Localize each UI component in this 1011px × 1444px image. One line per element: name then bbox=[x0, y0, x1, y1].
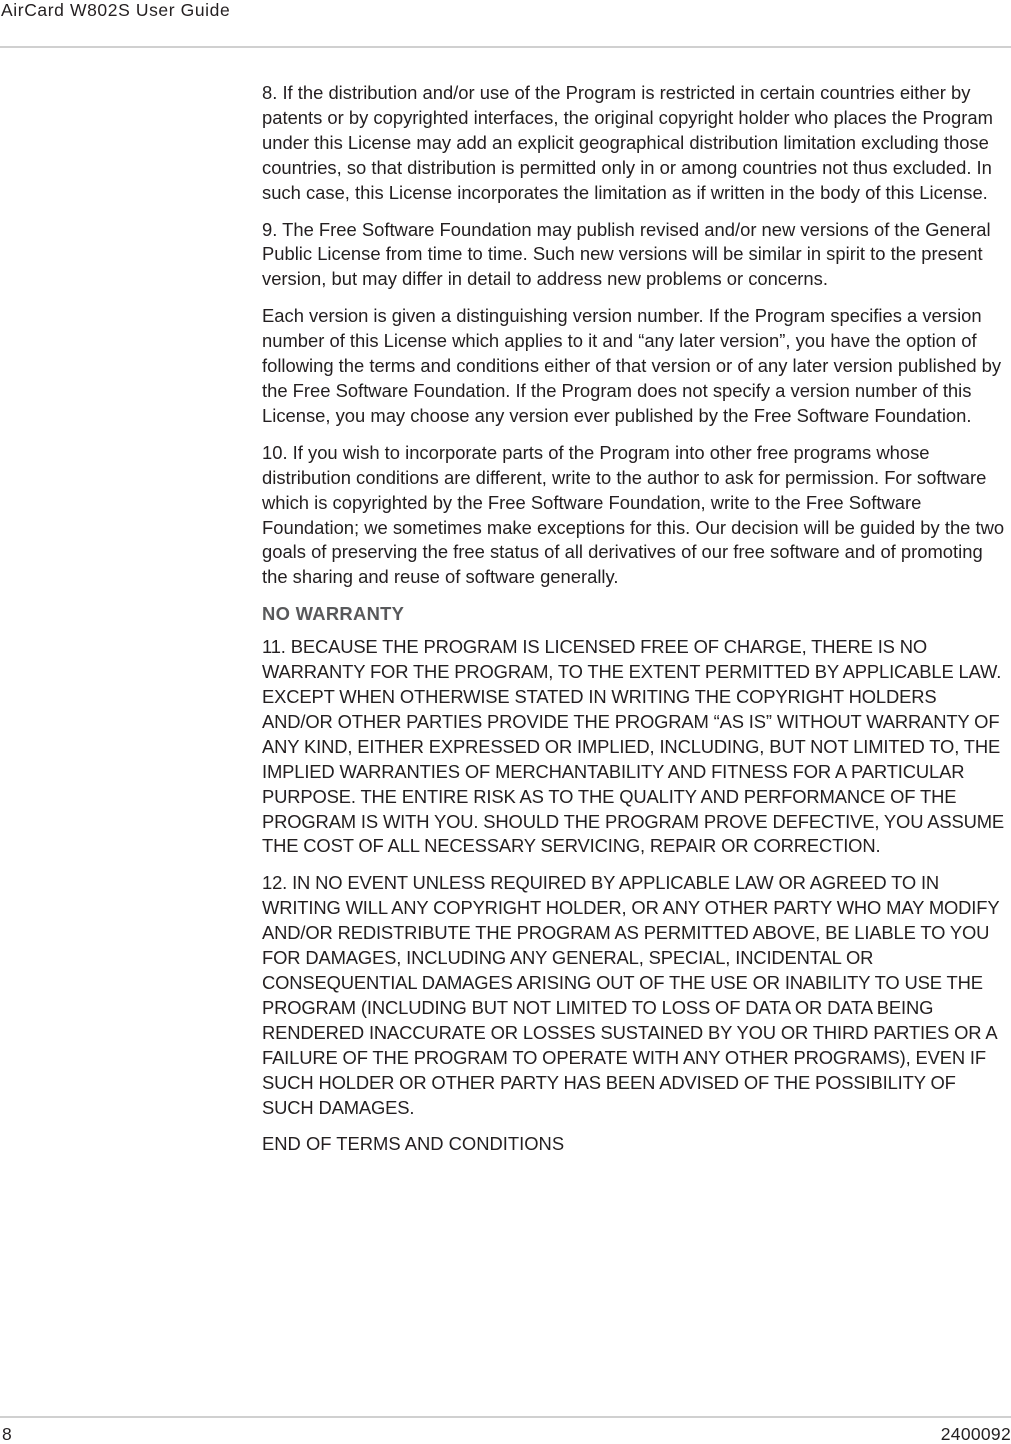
paragraph-section-9: 9. The Free Software Foundation may publish revised and/or new versions of the General Public License from time to time. Such new versions will be similar in spirit to the present version, but may differ in detail to address new problems or concerns. bbox=[262, 218, 991, 290]
paragraph-section-11: 11. BECAUSE THE PROGRAM IS LICENSED FREE OF CHARGE, THERE IS NO WARRANTY FOR THE PROGRAM, TO THE EXTENT PERMITTED BY APPLICABLE LAW. EXCEPT WHEN OTHERWISE STATED IN WRITING THE COPYRIGHT HOLDERS AND/OR OTHER PARTIES PROVIDE THE PROGRAM “AS IS” WITHOUT WARRANTY OF ANY KIND, EITHER EXPRESSED OR IMPLIED, INCLUDING, BUT NOT LIMITED TO, THE IMPLIED WARRANTIES OF MERCHANTABILITY AND FITNESS FOR A PARTICULAR PURPOSE. THE ENTIRE RISK AS TO THE QUALITY AND PERFORMANCE OF THE PROGRAM IS WITH YOU. SHOULD THE PROGRAM PROVE DEFECTIVE, YOU ASSUME THE COST OF ALL NECESSARY SERVICING, REPAIR OR CORRECTION. bbox=[262, 636, 1005, 857]
footer-divider bbox=[0, 1416, 1011, 1418]
end-of-terms: END OF TERMS AND CONDITIONS bbox=[262, 1133, 565, 1155]
page-number: 8 bbox=[2, 1424, 12, 1444]
document-number: 2400092 bbox=[940, 1424, 1011, 1444]
paragraph-version-numbering: Each version is given a distinguishing version number. If the Program specifies a version number of this License which applies to it and “any later version”, you have the option of following the terms and conditions either of that version or of any later version published by the Free Software Foundation. If the Program does not specify a version number of this License, you may choose any version ever published by the Free Software Foundation. bbox=[262, 305, 1002, 426]
section-heading-no-warranty: NO WARRANTY bbox=[262, 603, 405, 625]
paragraph-section-10: 10. If you wish to incorporate parts of the Program into other free programs whose distribution conditions are different, write to the author to ask for permission. For software which is copyrighted by the Free Software Foundation, write to the Free Software Foundation; we sometimes make exceptions for this. Our decision will be guided by the two goals of preserving the free status of all derivatives of our free software and of promoting the sharing and reuse of software generally. bbox=[262, 441, 1005, 588]
header-divider bbox=[0, 46, 1011, 48]
paragraph-section-12: 12. IN NO EVENT UNLESS REQUIRED BY APPLICABLE LAW OR AGREED TO IN WRITING WILL ANY COPYRIGHT HOLDER, OR ANY OTHER PARTY WHO MAY MODIFY AND/OR REDISTRIBUTE THE PROGRAM AS PERMITTED ABOVE, BE LIABLE TO YOU FOR DAMAGES, INCLUDING ANY GENERAL, SPECIAL, INCIDENTAL OR CONSEQUENTIAL DAMAGES ARISING OUT OF THE USE OR INABILITY TO USE THE PROGRAM (INCLUDING BUT NOT LIMITED TO LOSS OF DATA OR DATA BEING RENDERED INACCURATE OR LOSSES SUSTAINED BY YOU OR THIRD PARTIES OR A FAILURE OF THE PROGRAM TO OPERATE WITH ANY OTHER PROGRAMS), EVEN IF SUCH HOLDER OR OTHER PARTY HAS BEEN ADVISED OF THE POSSIBILITY OF SUCH DAMAGES. bbox=[262, 872, 1000, 1118]
running-header-title: AirCard W802S User Guide bbox=[1, 0, 231, 20]
paragraph-section-8: 8. If the distribution and/or use of the Program is restricted in certain countries either by patents or by copyrighted interfaces, the original copyright holder who places the Program under this License may add an explicit geographical distribution limitation excluding those countries, so that distribution is permitted only in or among countries not thus excluded. In such case, this License incorporates the limitation as if written in the body of this License. bbox=[262, 82, 993, 203]
document-body bbox=[262, 81, 1010, 1169]
